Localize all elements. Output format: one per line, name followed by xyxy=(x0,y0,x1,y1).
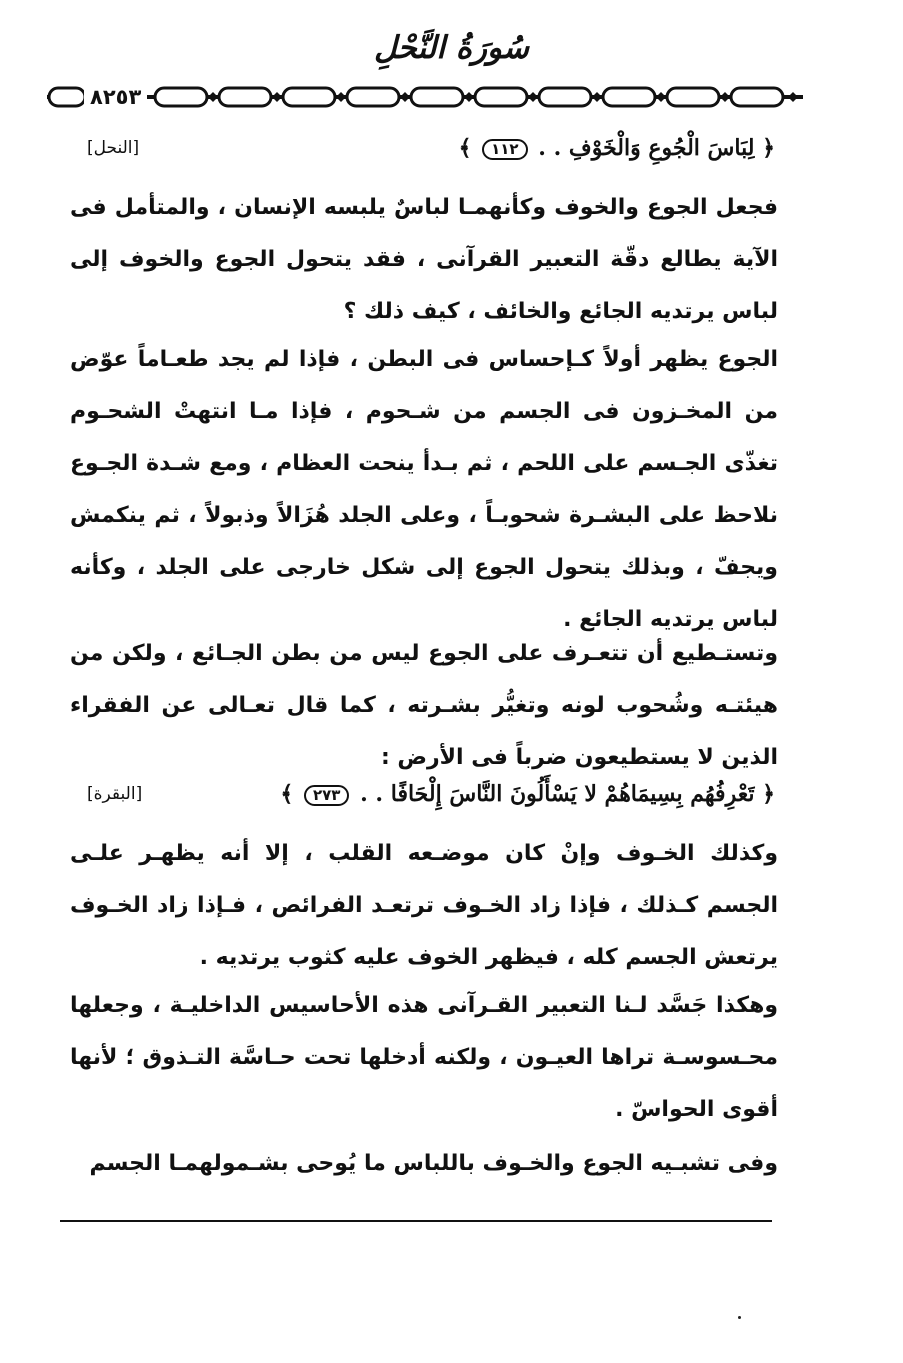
paragraph: فجعل الجوع والخوف وكأنهمـا لباسٌ يلبسه الإنسان ، والمتأمل فى الآية يطالع دقّة التعبير القرآنى ، فقد يتحول الجوع والخوف إلى لباس يرتديه الجائع والخائف ، كيف ذلك ؟ xyxy=(70,195,778,324)
paragraph: وهكذا جَسَّد لـنا التعبير القـرآنى هذه الأحاسيس الداخليـة ، وجعلها محـسوسـة تراها العيـون ، ولكنه أدخلها تحت حـاسَّة التـذوق ؛ لأنها أقوى الحواسّ . xyxy=(70,993,778,1122)
ayah-close-bracket: ﴾ xyxy=(458,135,472,161)
ayah-quote xyxy=(75,774,775,814)
paragraph: الجوع يظهر أولاً كـإحساس فى البطن ، فإذا لم يجد طعـاماً عوّض من المخـزون فى الجسم من شـحوم ، فإذا مـا انتهتْ الشحـوم تغذّى الجـسم على اللحم ، ثم بـدأ ينحت العظام ، ومع شـدة الجـوع نلاحظ على البشـرة شحوبـاً ، وعلى الجلد هُزَالاً وذبولاً ، ثم ينكمش ويجفّ ، وبذلك يتحول الجوع إلى شكل خارجى على الجلد ، وكأنه لباس يرتديه الجائع . xyxy=(70,347,778,632)
paragraph: وتستـطيع أن تتعـرف على الجوع ليس من بطن الجـائع ، ولكن من هيئتـه وشُحوب لونه وتغيُّر بشـرته ، كما قال تعـالى عن الفقراء الذين لا يستطيعون ضرباً فى الأرض : xyxy=(70,641,778,770)
page-number: ٨٢٥٣ xyxy=(84,82,147,112)
surah-reference: [النحل] xyxy=(87,138,140,158)
surah-title: سُورَةُ النَّحْلِ xyxy=(374,30,529,66)
ayah-words: ﴿ لِبَاسَ الْجُوعِ وَالْخَوْفِ . . xyxy=(538,135,775,161)
ayah-number: ١١٢ xyxy=(482,139,527,160)
paragraph: وكذلك الخـوف وإنْ كان موضـعه القلب ، إلا أنه يظهـر علـى الجسم كـذلك ، فإذا زاد الخـوف ترتعـد الفرائص ، فـإذا زاد الخـوف يرتعش الجسم كله ، فيظهر الخوف عليه كثوب يرتديه . xyxy=(70,841,778,970)
ayah-number: ٢٧٣ xyxy=(304,785,349,806)
ayah-text xyxy=(280,774,775,814)
paragraph: وفى تشبـيه الجوع والخـوف باللباس ما يُوحى بشـمولهمـا الجسم xyxy=(89,1151,778,1176)
footer-rule xyxy=(60,1220,772,1222)
ornament-border xyxy=(45,82,805,112)
surah-reference: [البقرة] xyxy=(87,784,143,804)
ayah-quote xyxy=(75,128,775,168)
ayah-close-bracket: ﴾ xyxy=(280,781,294,807)
scan-speck xyxy=(738,1316,741,1319)
ayah-text xyxy=(459,128,775,168)
ayah-words: ﴿ تَعْرِفُهُم بِسِيمَاهُمْ لا يَسْأَلُونَ النَّاسَ إِلْحَافًا . . xyxy=(360,781,775,807)
